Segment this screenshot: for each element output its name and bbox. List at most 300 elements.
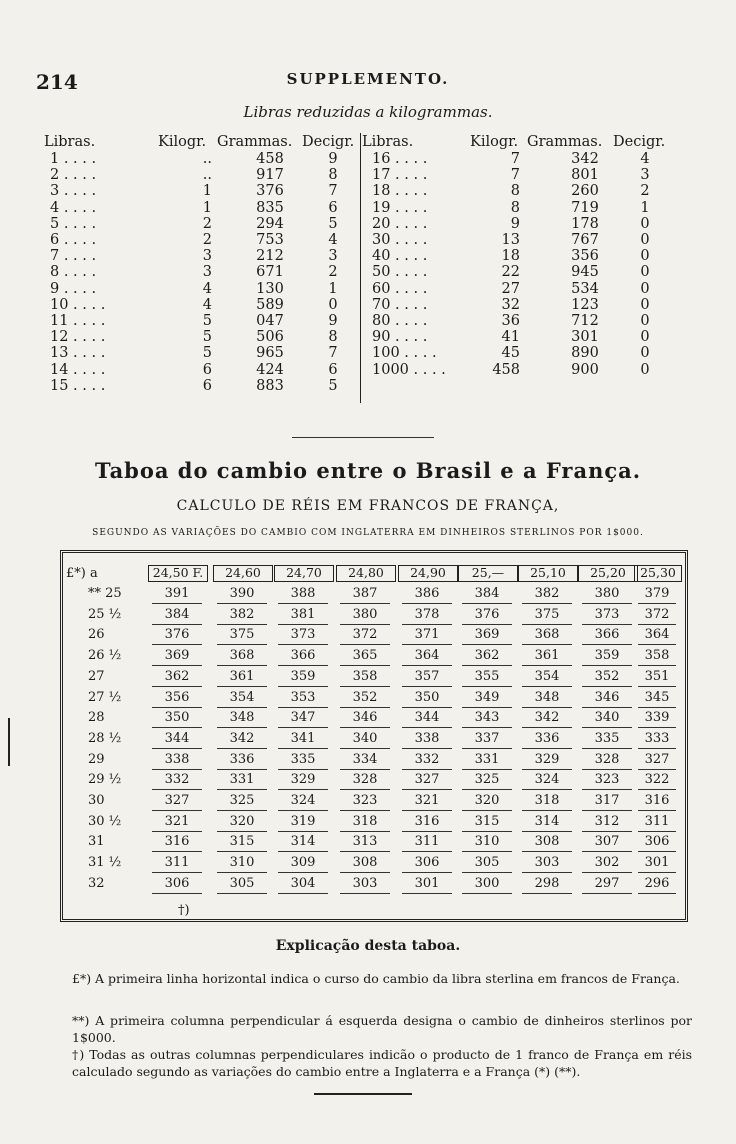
running-head: SUPPLEMENTO. xyxy=(286,70,450,88)
cell-underline xyxy=(522,789,572,790)
conv-g-cell: 965 xyxy=(256,345,284,362)
reis-value-cell: 380 xyxy=(594,586,620,601)
conv-dg-cell: 0 xyxy=(640,313,650,329)
header-grammas-2: Grammas. xyxy=(527,134,603,150)
conv-kg-cell: 22 xyxy=(501,264,520,281)
cell-underline xyxy=(152,644,202,645)
conv-dg-cell: 0 xyxy=(640,232,650,248)
conv-g-cell: 342 xyxy=(571,151,599,167)
reis-value-cell: 322 xyxy=(644,772,670,788)
conv-kg-cell: 1 xyxy=(202,199,212,216)
sterling-row-label: 30 xyxy=(88,793,105,808)
cell-underline xyxy=(582,707,632,708)
cell-underline xyxy=(638,603,676,604)
conv-kg-cell: 2 xyxy=(202,215,212,232)
rate-header: 25,30 xyxy=(634,565,682,582)
conv-kg-cell: 4 xyxy=(202,296,212,313)
conv-lib-cell: 12 . . . . xyxy=(50,329,106,346)
conv-g-cell: 719 xyxy=(571,199,599,216)
conv-lib-cell: 5 . . . . xyxy=(50,215,97,232)
conv-lib-cell: 80 . . . . xyxy=(372,313,428,329)
conv-kg-cell: 7 xyxy=(510,151,520,167)
note-3: †) Todas as outras columnas perpendiculares indicão o producto de 1 franco de França em réis calculado segundo as variações do cambio entre a Inglaterra e a França (*) (**). xyxy=(72,1047,692,1079)
cell-underline xyxy=(217,727,267,728)
cell-underline xyxy=(152,789,202,790)
reis-value-cell: 380 xyxy=(352,606,378,622)
cell-underline xyxy=(340,665,390,666)
reis-value-cell: 338 xyxy=(414,730,440,746)
reis-value-cell: 303 xyxy=(534,855,560,871)
reis-value-cell: 323 xyxy=(352,793,378,808)
reis-value-cell: 349 xyxy=(474,689,500,705)
reis-value-cell: 369 xyxy=(164,648,190,664)
conv-g-cell: 458 xyxy=(256,151,284,167)
conv-g-cell: 260 xyxy=(571,183,599,200)
conv-lib-cell: 50 . . . . xyxy=(372,264,428,281)
cell-underline xyxy=(340,727,390,728)
conv-lib-cell: 1 . . . . xyxy=(50,151,97,167)
reis-value-cell: 324 xyxy=(534,772,560,788)
cell-underline xyxy=(152,727,202,728)
cell-underline xyxy=(638,727,676,728)
reis-value-cell: 342 xyxy=(534,710,560,726)
conv-g-cell: 123 xyxy=(571,296,599,313)
reis-value-cell: 318 xyxy=(534,793,560,808)
reis-value-cell: 336 xyxy=(534,730,560,746)
reis-value-cell: 296 xyxy=(644,875,670,891)
cell-underline xyxy=(152,831,202,832)
reis-value-cell: 388 xyxy=(290,586,316,601)
conv-dg-cell: 2 xyxy=(640,183,650,200)
cell-underline xyxy=(462,831,512,832)
reis-value-cell: 361 xyxy=(229,668,255,684)
reis-value-cell: 316 xyxy=(164,834,190,850)
conv-kg-cell: 8 xyxy=(510,199,520,216)
reis-value-cell: 334 xyxy=(352,751,378,767)
cell-underline xyxy=(582,893,632,894)
cell-underline xyxy=(462,789,512,790)
cell-underline xyxy=(278,624,328,625)
reis-value-cell: 328 xyxy=(594,751,620,767)
reis-value-cell: 339 xyxy=(644,710,670,726)
conv-g-cell: 835 xyxy=(256,199,284,216)
cell-underline xyxy=(582,686,632,687)
conv-kg-cell: 458 xyxy=(492,361,520,378)
cell-underline xyxy=(402,686,452,687)
reis-value-cell: 373 xyxy=(594,606,620,622)
explanation-title: Explicação desta taboa. xyxy=(275,938,461,954)
conv-dg-cell: 0 xyxy=(640,280,650,297)
conv-dg-cell: 4 xyxy=(328,232,338,248)
reis-value-cell: 307 xyxy=(594,834,620,850)
conv-lib-cell: 19 . . . . xyxy=(372,199,428,216)
conv-dg-cell: 1 xyxy=(640,199,650,216)
reis-value-cell: 308 xyxy=(352,855,378,871)
cell-underline xyxy=(462,872,512,873)
conv-kg-cell: 7 xyxy=(510,167,520,184)
cell-underline xyxy=(402,893,452,894)
rate-header: 24,80 xyxy=(336,565,396,582)
cell-underline xyxy=(522,665,572,666)
exchange-subtitle: CALCULO DE RÉIS EM FRANCOS DE FRANÇA, xyxy=(176,498,560,514)
cell-underline xyxy=(278,851,328,852)
reis-value-cell: 356 xyxy=(164,689,190,705)
reis-value-cell: 343 xyxy=(474,710,500,726)
cell-underline xyxy=(152,624,202,625)
conv-dg-cell: 9 xyxy=(328,151,338,167)
cell-underline xyxy=(152,851,202,852)
cell-underline xyxy=(402,665,452,666)
cell-underline xyxy=(582,872,632,873)
header-grammas: Grammas. xyxy=(217,134,293,150)
cell-underline xyxy=(340,789,390,790)
cell-underline xyxy=(152,769,202,770)
reis-value-cell: 331 xyxy=(474,751,500,767)
conv-g-cell: 424 xyxy=(256,361,284,378)
exchange-subtitle-2: SEGUNDO AS VARIAÇÕES DO CAMBIO COM INGLATERRA EM DINHEIROS STERLINOS POR 1$000. xyxy=(92,528,644,538)
reis-value-cell: 321 xyxy=(164,813,190,829)
cell-underline xyxy=(522,893,572,894)
reis-value-cell: 321 xyxy=(414,793,440,808)
sterling-row-label: 31 xyxy=(88,834,105,850)
conv-g-cell: 883 xyxy=(256,377,284,394)
cell-underline xyxy=(217,665,267,666)
cell-underline xyxy=(340,644,390,645)
reis-value-cell: 311 xyxy=(644,813,670,829)
sterling-row-label: 29 ½ xyxy=(88,772,122,788)
conv-g-cell: 301 xyxy=(571,329,599,346)
cell-underline xyxy=(582,603,632,604)
cell-underline xyxy=(462,665,512,666)
reis-value-cell: 378 xyxy=(414,606,440,622)
header-decigr: Decigr. xyxy=(302,134,355,150)
cell-underline xyxy=(462,810,512,811)
reis-value-cell: 362 xyxy=(164,668,190,684)
reis-value-cell: 303 xyxy=(352,875,378,891)
cell-underline xyxy=(522,624,572,625)
conv-kg-cell: 13 xyxy=(501,232,520,248)
cell-underline xyxy=(638,686,676,687)
rate-header: 24,60 xyxy=(213,565,273,582)
reis-value-cell: 346 xyxy=(352,710,378,726)
conv-dg-cell: 0 xyxy=(328,296,338,313)
cell-underline xyxy=(152,707,202,708)
cell-underline xyxy=(402,872,452,873)
reis-value-cell: 300 xyxy=(474,875,500,891)
conv-dg-cell: 3 xyxy=(328,248,338,265)
cell-underline xyxy=(340,686,390,687)
reis-value-cell: 384 xyxy=(474,586,500,601)
reis-value-cell: 340 xyxy=(594,710,620,726)
reis-value-cell: 364 xyxy=(414,648,440,664)
reis-value-cell: 319 xyxy=(290,813,316,829)
cell-underline xyxy=(522,831,572,832)
conv-lib-cell: 90 . . . . xyxy=(372,329,428,346)
cell-underline xyxy=(340,624,390,625)
cell-underline xyxy=(522,810,572,811)
reis-value-cell: 323 xyxy=(594,772,620,788)
conv-dg-cell: 7 xyxy=(328,345,338,362)
cell-underline xyxy=(638,665,676,666)
cell-underline xyxy=(638,893,676,894)
conv-dg-cell: 3 xyxy=(640,167,650,184)
conv-dg-cell: 7 xyxy=(328,183,338,200)
header-kilogr: Kilogr. xyxy=(158,134,207,150)
cell-underline xyxy=(522,644,572,645)
conv-g-cell: 047 xyxy=(256,313,284,329)
conv-lib-cell: 15 . . . . xyxy=(50,377,106,394)
reis-value-cell: 375 xyxy=(534,606,560,622)
conv-dg-cell: 8 xyxy=(328,167,338,184)
reis-value-cell: 329 xyxy=(534,751,560,767)
conv-g-cell: 178 xyxy=(571,215,599,232)
corner-label: £*) a xyxy=(66,566,98,581)
conv-kg-cell: .. xyxy=(202,151,212,167)
cell-underline xyxy=(638,624,676,625)
cell-underline xyxy=(152,665,202,666)
cell-underline xyxy=(462,748,512,749)
cell-underline xyxy=(340,707,390,708)
cell-underline xyxy=(278,893,328,894)
exchange-title: Taboa do cambio entre o Brasil e a França. xyxy=(94,458,642,483)
cell-underline xyxy=(340,872,390,873)
cell-underline xyxy=(638,707,676,708)
conv-dg-cell: 5 xyxy=(328,377,338,394)
header-libras: Libras. xyxy=(44,134,96,150)
reis-value-cell: 358 xyxy=(352,668,378,684)
conv-lib-cell: 14 . . . . xyxy=(50,361,106,378)
reis-value-cell: 320 xyxy=(229,813,255,829)
reis-value-cell: 332 xyxy=(164,772,190,788)
cell-underline xyxy=(278,789,328,790)
conv-lib-cell: 16 . . . . xyxy=(372,151,428,167)
cell-underline xyxy=(278,748,328,749)
cell-underline xyxy=(462,851,512,852)
cell-underline xyxy=(402,789,452,790)
reis-value-cell: 351 xyxy=(644,668,670,684)
conv-kg-cell: .. xyxy=(202,167,212,184)
reis-value-cell: 309 xyxy=(290,855,316,871)
cell-underline xyxy=(152,748,202,749)
cell-underline xyxy=(582,727,632,728)
cell-underline xyxy=(217,810,267,811)
reis-value-cell: 318 xyxy=(352,813,378,829)
reis-value-cell: 382 xyxy=(229,606,255,622)
reis-value-cell: 354 xyxy=(229,689,255,705)
reis-value-cell: 306 xyxy=(644,834,670,850)
reis-value-cell: 364 xyxy=(644,627,670,643)
cell-underline xyxy=(152,603,202,604)
reis-value-cell: 297 xyxy=(594,875,620,891)
reis-value-cell: 306 xyxy=(164,875,190,891)
conv-lib-cell: 70 . . . . xyxy=(372,296,428,313)
conv-g-cell: 801 xyxy=(571,167,599,184)
conv-g-cell: 130 xyxy=(256,280,284,297)
reis-value-cell: 347 xyxy=(290,710,316,726)
reis-value-cell: 316 xyxy=(414,813,440,829)
reis-value-cell: 340 xyxy=(352,730,378,746)
reis-value-cell: 387 xyxy=(352,586,378,601)
conv-g-cell: 506 xyxy=(256,329,284,346)
note-2: **) A primeira columna perpendicular á esquerda designa o cambio de dinheiros sterlinos por 1$000. xyxy=(72,1013,692,1045)
conv-kg-cell: 8 xyxy=(510,183,520,200)
conv-dg-cell: 0 xyxy=(640,264,650,281)
rate-header: 25,20 xyxy=(578,565,638,582)
reis-value-cell: 327 xyxy=(644,751,670,767)
reis-value-cell: 327 xyxy=(164,793,190,808)
reis-value-cell: 375 xyxy=(229,627,255,643)
reis-value-cell: 376 xyxy=(474,606,500,622)
cell-underline xyxy=(522,686,572,687)
reis-value-cell: 379 xyxy=(644,586,670,601)
cell-underline xyxy=(462,893,512,894)
cell-underline xyxy=(152,686,202,687)
cell-underline xyxy=(638,769,676,770)
conv-lib-cell: 8 . . . . xyxy=(50,264,97,281)
reis-value-cell: 308 xyxy=(534,834,560,850)
conv-kg-cell: 5 xyxy=(202,313,212,329)
section-rule xyxy=(292,437,434,438)
cell-underline xyxy=(582,624,632,625)
reis-value-cell: 354 xyxy=(534,668,560,684)
conv-kg-cell: 3 xyxy=(202,248,212,265)
reis-value-cell: 391 xyxy=(164,586,190,601)
sterling-row-label: 26 xyxy=(88,627,105,643)
cell-underline xyxy=(582,644,632,645)
conv-lib-cell: 1000 . . . . xyxy=(372,361,446,378)
reis-value-cell: 390 xyxy=(229,586,255,601)
conv-g-cell: 767 xyxy=(571,232,599,248)
conv-g-cell: 376 xyxy=(256,183,284,200)
reis-value-cell: 371 xyxy=(414,627,440,643)
conv-lib-cell: 10 . . . . xyxy=(50,296,106,313)
reis-value-cell: 316 xyxy=(644,793,670,808)
conv-kg-cell: 2 xyxy=(202,232,212,248)
rate-header: 24,90 xyxy=(398,565,458,582)
reis-value-cell: 320 xyxy=(474,793,500,808)
reis-value-cell: 384 xyxy=(164,606,190,622)
cell-underline xyxy=(217,603,267,604)
conv-g-cell: 589 xyxy=(256,296,284,313)
conv-lib-cell: 60 . . . . xyxy=(372,280,428,297)
conv-g-cell: 212 xyxy=(256,248,284,265)
conv-g-cell: 917 xyxy=(256,167,284,184)
reis-value-cell: 352 xyxy=(594,668,620,684)
conv-g-cell: 900 xyxy=(571,361,599,378)
cell-underline xyxy=(217,748,267,749)
cell-underline xyxy=(217,624,267,625)
reis-value-cell: 313 xyxy=(352,834,378,850)
sterling-row-label: 28 xyxy=(88,710,105,726)
sterling-row-label: 28 ½ xyxy=(88,730,122,746)
conv-dg-cell: 0 xyxy=(640,345,650,362)
reis-value-cell: 358 xyxy=(644,648,670,664)
reis-value-cell: 301 xyxy=(644,855,670,871)
reis-value-cell: 345 xyxy=(644,689,670,705)
cell-underline xyxy=(582,831,632,832)
reis-value-cell: 328 xyxy=(352,772,378,788)
cell-underline xyxy=(217,851,267,852)
cell-underline xyxy=(217,831,267,832)
reis-value-cell: 348 xyxy=(534,689,560,705)
conv-dg-cell: 0 xyxy=(640,215,650,232)
reis-value-cell: 335 xyxy=(290,751,316,767)
conversion-subtitle: Libras reduzidas a kilogrammas. xyxy=(243,103,493,121)
conv-lib-cell: 9 . . . . xyxy=(50,280,97,297)
cell-underline xyxy=(402,769,452,770)
conv-lib-cell: 6 . . . . xyxy=(50,232,97,248)
conv-g-cell: 890 xyxy=(571,345,599,362)
conv-lib-cell: 18 . . . . xyxy=(372,183,428,200)
cell-underline xyxy=(522,748,572,749)
reis-value-cell: 325 xyxy=(474,772,500,788)
reis-value-cell: 333 xyxy=(644,730,670,746)
rate-header: 25,— xyxy=(458,565,518,582)
reis-value-cell: 368 xyxy=(534,627,560,643)
cell-underline xyxy=(340,769,390,770)
conv-kg-cell: 41 xyxy=(501,329,520,346)
cell-underline xyxy=(152,893,202,894)
cell-underline xyxy=(402,748,452,749)
conv-g-cell: 671 xyxy=(256,264,284,281)
reis-value-cell: 365 xyxy=(352,648,378,664)
cell-underline xyxy=(152,810,202,811)
cell-underline xyxy=(462,624,512,625)
conv-g-cell: 753 xyxy=(256,232,284,248)
reis-value-cell: 342 xyxy=(229,730,255,746)
conv-dg-cell: 4 xyxy=(640,151,650,167)
conv-dg-cell: 6 xyxy=(328,361,338,378)
conv-kg-cell: 18 xyxy=(501,248,520,265)
reis-value-cell: 315 xyxy=(229,834,255,850)
conv-lib-cell: 13 . . . . xyxy=(50,345,106,362)
reis-value-cell: 317 xyxy=(594,793,620,808)
conv-dg-cell: 6 xyxy=(328,199,338,216)
sterling-row-label: 32 xyxy=(88,875,105,891)
conv-kg-cell: 6 xyxy=(202,377,212,394)
reis-value-cell: 352 xyxy=(352,689,378,705)
cell-underline xyxy=(217,872,267,873)
margin-mark xyxy=(8,718,10,766)
reis-value-cell: 362 xyxy=(474,648,500,664)
cell-underline xyxy=(217,644,267,645)
note-1: £*) A primeira linha horizontal indica o curso do cambio da libra sterlina em francos de França. xyxy=(72,971,680,986)
conv-lib-cell: 17 . . . . xyxy=(372,167,428,184)
cell-underline xyxy=(462,707,512,708)
cell-underline xyxy=(340,831,390,832)
cell-underline xyxy=(638,644,676,645)
reis-value-cell: 348 xyxy=(229,710,255,726)
cell-underline xyxy=(217,686,267,687)
reis-value-cell: 359 xyxy=(290,668,316,684)
cell-underline xyxy=(582,810,632,811)
sterling-row-label: 25 ½ xyxy=(88,606,122,622)
conv-lib-cell: 100 . . . . xyxy=(372,345,437,362)
reis-value-cell: 369 xyxy=(474,627,500,643)
reis-value-cell: 335 xyxy=(594,730,620,746)
cell-underline xyxy=(462,603,512,604)
cell-underline xyxy=(462,686,512,687)
sterling-row-label: 30 ½ xyxy=(88,813,122,829)
cell-underline xyxy=(522,603,572,604)
reis-value-cell: 310 xyxy=(474,834,500,850)
footer-mark: †) xyxy=(178,903,190,918)
cell-underline xyxy=(522,727,572,728)
cell-underline xyxy=(522,872,572,873)
reis-value-cell: 298 xyxy=(534,875,560,891)
cell-underline xyxy=(638,810,676,811)
conv-dg-cell: 8 xyxy=(328,329,338,346)
